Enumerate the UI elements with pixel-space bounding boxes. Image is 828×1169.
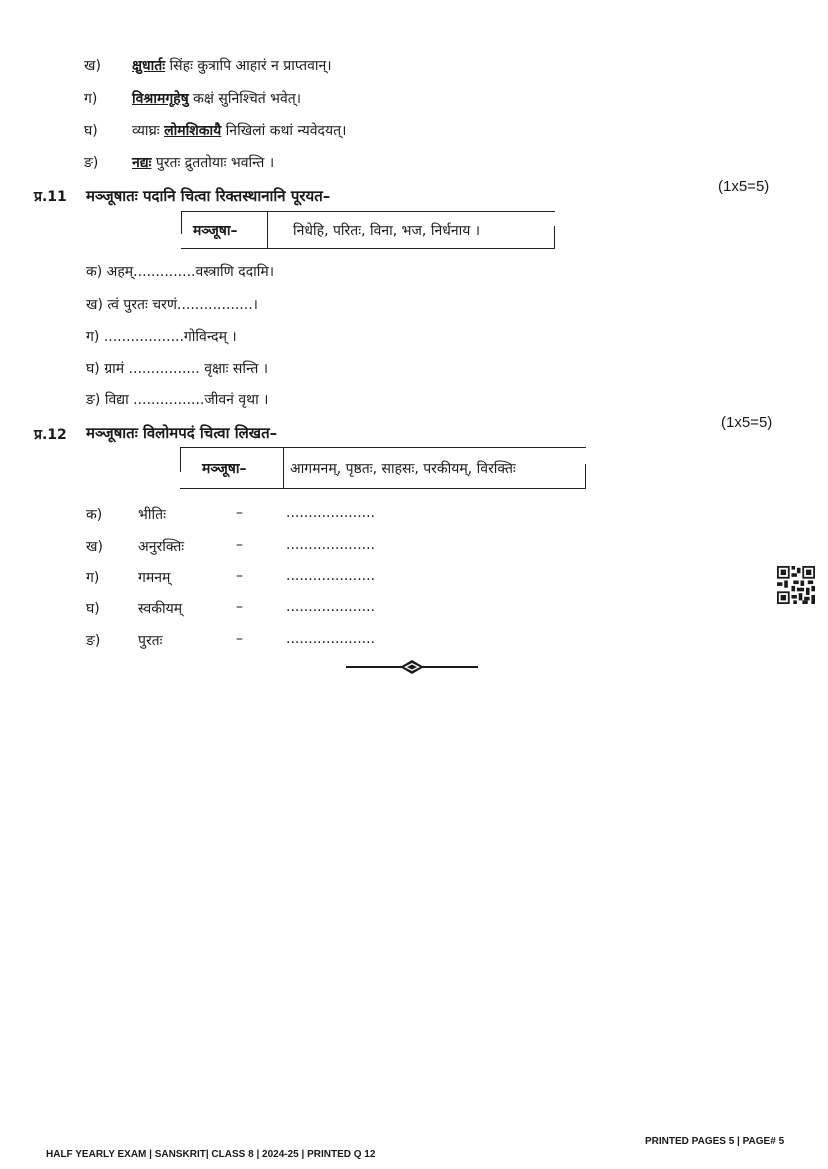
item-label: ग) [86,570,100,586]
item-dash: – [236,599,243,615]
answer-blank: .................... [286,631,376,647]
box-words: निधेहि, परितः, विना, भज, निर्धनाय । [293,223,481,239]
box-label: मञ्जूषा– [202,461,247,477]
box-divider [283,448,284,488]
q11-word-box [181,211,555,249]
q12-item [86,599,376,618]
item-dash: – [236,631,243,647]
item-text: नद्यः पुरतः द्रुततोयाः भवन्ति । [132,155,275,171]
q11-question: मञ्जूषातः पदानि चित्वा रिक्तस्थानानि पूरयत– [86,187,331,205]
end-ornament-icon [344,658,480,676]
item-label: ङ) [86,633,101,649]
q11-item: ग) ..................गोविन्दम् । [86,329,237,345]
q12-question: मञ्जूषातः विलोमपदं चित्वा लिखत– [86,424,278,442]
box-edge [554,226,555,248]
item-label: ख) [84,58,101,74]
q11-item: घ) ग्रामं ................ वृक्षाः सन्ति । [86,361,269,377]
box-divider [267,212,268,248]
item-dash: – [236,537,243,553]
q11-item: ख) त्वं पुरतः चरणं.................। [86,297,258,313]
q12-number: प्र.12 [34,427,67,443]
item-label: ङ) [84,155,99,171]
q12-marks: (1x5=5) [721,414,773,431]
item-text: व्याघ्रः लोमशिकायै निखिलां कथां न्यवेदयत्। [132,123,347,139]
box-label: मञ्जूषा– [193,223,238,239]
footer-page-info: PRINTED PAGES 5 | PAGE# 5 [645,1136,785,1147]
item-label: घ) [84,123,98,139]
q10-item [84,121,347,140]
q12-item [86,505,376,524]
item-word: गमनम् [138,570,171,586]
item-label: क) [86,507,103,523]
box-edge [585,464,586,488]
item-word: स्वकीयम् [138,601,183,617]
q11-number: प्र.11 [34,189,67,205]
item-word: भीतिः [138,507,166,523]
answer-blank: .................... [286,599,376,615]
q12-item [86,568,376,587]
box-edge [180,448,181,472]
box-edge [181,212,182,234]
item-dash: – [236,505,243,521]
item-label: ख) [86,539,103,555]
item-word: अनुरक्तिः [138,539,185,555]
item-label: ग) [84,91,98,107]
q12-item [86,631,376,650]
item-word: पुरतः [138,633,163,649]
q11-marks: (1x5=5) [718,178,770,195]
item-label: घ) [86,601,100,617]
q10-item [84,89,302,108]
q12-item [86,537,376,556]
item-dash: – [236,568,243,584]
q11-item: क) अहम्..............वस्त्राणि ददामि। [86,264,275,280]
q11-item: ङ) विद्या ................जीवनं वृथा । [86,392,269,408]
answer-blank: .................... [286,537,376,553]
q10-item [84,56,332,75]
answer-blank: .................... [286,568,376,584]
q10-item [84,153,275,172]
q12-word-box [180,447,586,489]
box-words: आगमनम्, पृष्ठतः, साहसः, परकीयम्, विरक्तिः [290,461,516,477]
item-text: विश्रामगृहेषु कक्षं सुनिश्चितं भवेत्। [132,91,302,107]
item-text: क्षुधार्तः सिंहः कुत्रापि आहारं न प्राप्तवान्। [132,58,332,74]
answer-blank: .................... [286,505,376,521]
footer-exam-info: HALF YEARLY EXAM | SANSKRIT| CLASS 8 | 2024-25 | PRINTED Q 12 [46,1149,376,1160]
qr-code-icon [777,566,815,604]
